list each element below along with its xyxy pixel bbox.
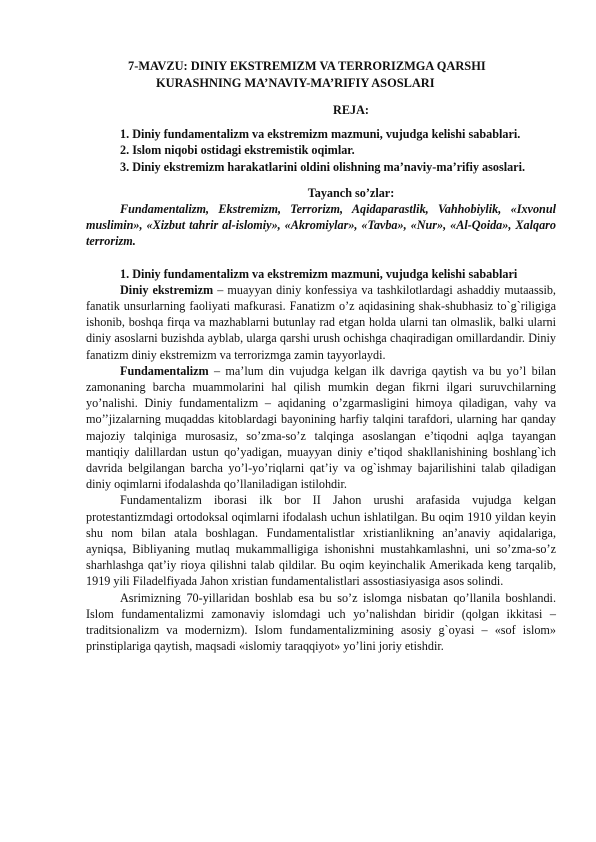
plan-item-3: 3. Diniy ekstremizm harakatlarini oldini olishning ma’naviy-ma’rifiy asoslari.	[120, 159, 526, 174]
paragraph-text: – ma’lum din vujudga kelgan ilk davriga qaytish va bu yo’l bilan zamonaning barcha muammolarini hal qilish mumkin degan fikrni ilgari suruvchilarning yo’nalishi. Diniy fundamentalizm – aqidaning o’zgarmasligini himoya qiladigan, vahy va mo’’jizalarning muqaddas kitoblardagi bayonining harfiy talqini tarafdori, ularning har qanday majoziy talqiniga murosasiz, so’zma-so’z talqinga asoslangan e’tiqodni aqlga tayangan mantiqiy dalillardan ustun qo’yadigan, muayyan diniy e’tiqod shakllanishining boshlang`ich davrida belgilangan barcha yo’l-yo’riqlarni qat’iy va og`ishmay bajarilishini talab qiladigan diniy oqimlarni ifodalashda qo’llaniladigan istilohdir.	[86, 363, 556, 492]
section-heading: 1. Diniy fundamentalizm va ekstremizm mazmuni, vujudga kelishi sabablari	[120, 266, 518, 281]
plan-item-2: 2. Islom niqobi ostidagi ekstremistik oqimlar.	[120, 143, 355, 158]
document-page	[86, 58, 556, 655]
keywords-heading: Tayanch so’zlar:	[307, 185, 395, 200]
plan-heading: REJA:	[333, 103, 369, 117]
plan-item-1: 1. Diniy fundamentalizm va ekstremizm mazmuni, vujudga kelishi sabablari.	[120, 127, 521, 142]
paragraph-diniy-ekstremizm	[86, 282, 556, 363]
paragraph-text: – muayyan diniy konfessiya va tashkilotlardagi ashaddiy mutaassib, fanatik unsurlarning faoliyati mafkurasi. Fanatizm o’z aqidasining shak-shubhasiz to`g`riligiga ishonib, boshqa firqa va mazhablarni butunlay rad etgan holda ularni tan olmaslik, balki ularni diniy asoslarni buzishda ayblab, ularga qarshi urush ochishga chaqiradigan omillardandir. Diniy fanatizm diniy ekstremizm va terrorizmga zamin tayyorlaydi.	[86, 282, 556, 362]
term-diniy-ekstremizm: Diniy ekstremizm	[120, 282, 214, 297]
paragraph-islom-fundamentalizm: Asrimizning 70-yillaridan boshlab esa bu so’z islomga nisbatan qo’llanila boshlandi. Islom fundamentalizmi zamonaviy islomdagi uch yo’nalishdan biridir (qolgan ikkitasi – traditsionalizm va modernizm). Islom fundamentalizmining asosiy g`oyasi – «sof islom» prinstiplariga qaytish, maqsadi «islomiy taraqqiyot» yo’lini joriy etishdir.	[86, 590, 556, 654]
keywords-text: Fundamentalizm, Ekstremizm, Terrorizm, Aqidaparastlik, Vahhobiylik, «Ixvonul muslimin», «Xizbut tahrir al-islomiy», «Akromiylar», «Tavba», «Nur», «Al-Qoida», Xalqaro terrorizm.	[86, 202, 556, 249]
plan-list	[86, 126, 556, 175]
paragraph-history: Fundamentalizm iborasi ilk bor II Jahon urushi arafasida vujudga kelgan protestantizmdagi ortodoksal oqimlarni ifodalash uchun ishlatilgan. Bu oqim 1910 yildan keyin shu nom bilan atala boshlagan. Fundamentalistlar xristianlikning an’anaviy aqidalariga, ayniqsa, Bibliyaning mutlaq mukammalligiga ishonishni mustahkamlashni, uni so’zma-so’z sharhlashga qat’iy rioya qilishni talab qildilar. Bu oqim keyinchalik Amerikada keng tarqalib, 1919 yili Filadelfiyada Jahon xristian fundamentalistlari assostiasiyasiga asos solindi.	[86, 493, 556, 589]
paragraph-fundamentalizm	[86, 363, 556, 493]
title-line-2: KURASHNING MA’NAVIY-MA’RIFIY ASOSLARI	[156, 76, 435, 90]
term-fundamentalizm: Fundamentalizm	[120, 363, 209, 378]
title-line-1: 7-MAVZU: DINIY EKSTREMIZM VA TERRORIZMGA QARSHI	[128, 59, 486, 73]
